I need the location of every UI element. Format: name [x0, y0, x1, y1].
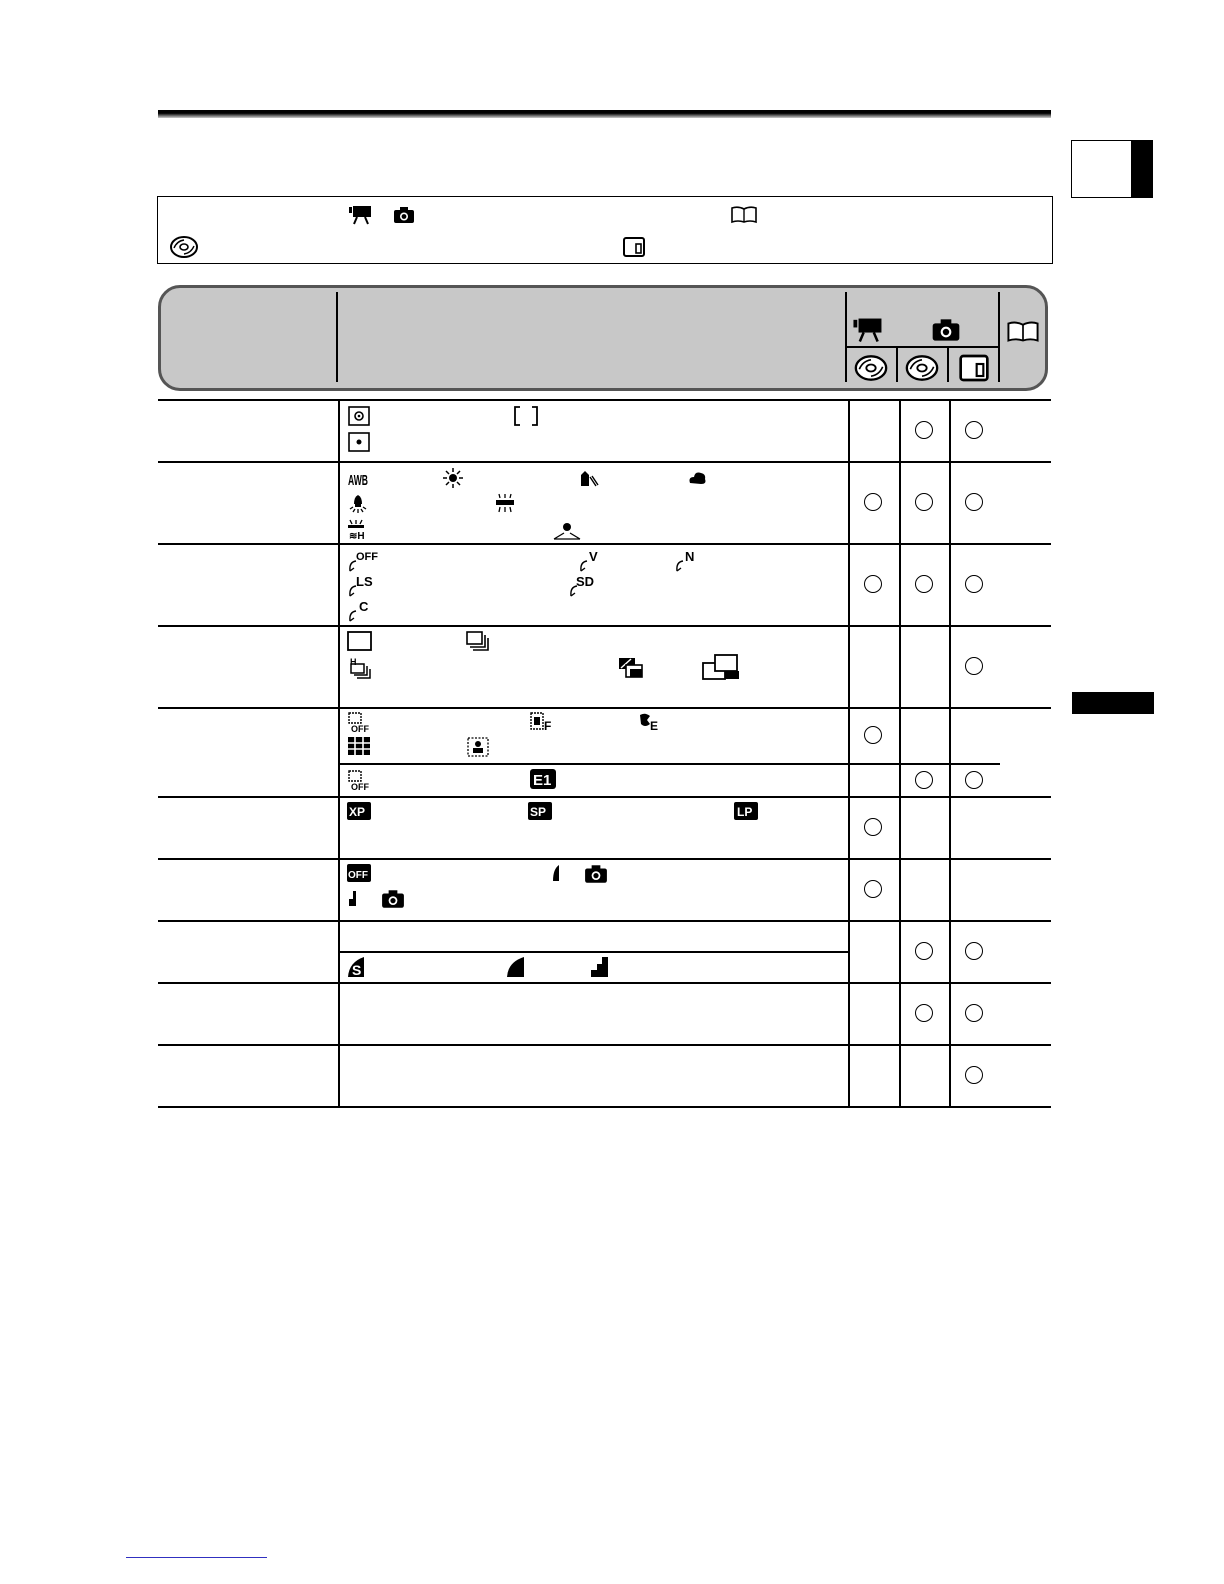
normal-quality-icon	[590, 956, 610, 978]
still-camera-icon	[393, 206, 415, 224]
column-divider	[949, 399, 951, 1108]
availability-mark	[915, 1004, 933, 1022]
spot-metering-icon	[347, 431, 371, 453]
availability-mark	[915, 493, 933, 511]
low-sharpening-icon	[347, 574, 373, 598]
svg-text:≋H: ≋H	[349, 531, 365, 542]
daylight-icon	[442, 467, 464, 489]
book-icon	[730, 206, 758, 224]
fine-icon	[550, 864, 562, 882]
image-stabilizer-off-icon	[347, 711, 373, 733]
column-divider	[899, 399, 901, 1108]
row-divider	[158, 920, 1051, 922]
image-stabilizer-off-icon	[347, 769, 373, 791]
row-divider	[158, 982, 1051, 984]
movie-camera-icon	[852, 316, 888, 344]
center-weighted-bracket-icon	[513, 405, 539, 427]
lp-icon	[734, 802, 758, 820]
availability-mark	[864, 818, 882, 836]
availability-mark	[915, 942, 933, 960]
sp-icon	[528, 802, 552, 820]
disc-icon	[851, 354, 891, 382]
tungsten-icon	[347, 492, 369, 514]
row-divider	[158, 461, 1051, 463]
superfine-icon	[347, 956, 367, 978]
exposure-bracketing-icon	[617, 656, 645, 680]
vivid-icon	[578, 549, 604, 573]
availability-mark	[864, 575, 882, 593]
card-icon	[622, 236, 646, 258]
movie-camera-icon	[348, 204, 376, 226]
stabilizer-e-icon	[637, 711, 663, 733]
top-rule	[158, 110, 1051, 118]
my-colors-off-icon	[347, 549, 378, 573]
frame-icon	[466, 736, 490, 758]
row-divider	[158, 858, 1051, 860]
header-divider	[896, 346, 898, 382]
row-divider	[158, 796, 1051, 798]
header-divider	[845, 292, 847, 382]
fluorescent-icon	[494, 492, 516, 514]
availability-mark	[965, 493, 983, 511]
availability-mark	[915, 771, 933, 789]
custom-wb-icon	[552, 521, 582, 541]
svg-text:V: V	[589, 549, 598, 564]
svg-text:N: N	[685, 549, 695, 564]
still-camera-icon	[931, 318, 961, 342]
availability-mark	[864, 493, 882, 511]
legend-box	[157, 196, 1053, 264]
availability-mark	[965, 1004, 983, 1022]
svg-text:H: H	[350, 657, 357, 667]
grid-icon	[347, 736, 371, 756]
availability-mark	[915, 575, 933, 593]
fine-quality-icon	[506, 956, 526, 978]
shade-icon	[577, 467, 599, 489]
sub-row-divider	[338, 763, 1000, 765]
svg-text:S: S	[352, 962, 362, 978]
card-icon	[958, 353, 990, 383]
header-divider	[947, 346, 949, 382]
header-divider	[845, 346, 998, 348]
availability-mark	[915, 421, 933, 439]
still-camera-icon	[584, 864, 608, 884]
column-divider	[338, 399, 340, 1108]
svg-text:SD: SD	[576, 574, 595, 589]
availability-mark	[965, 575, 983, 593]
svg-text:C: C	[359, 599, 369, 614]
availability-mark	[965, 771, 983, 789]
fluorescent-h-icon	[347, 518, 369, 540]
svg-text:OFF: OFF	[348, 870, 368, 881]
row-divider	[158, 707, 1051, 709]
book-icon	[1006, 320, 1040, 344]
photo-off-icon	[347, 864, 371, 882]
svg-text:E1: E1	[533, 772, 552, 789]
svg-text:XP: XP	[349, 805, 366, 819]
availability-mark	[965, 1066, 983, 1084]
footer-link-line	[126, 1557, 267, 1558]
still-camera-icon	[381, 889, 405, 909]
svg-text:OFF: OFF	[356, 551, 378, 563]
evaluative-metering-icon	[347, 405, 371, 427]
custom-color-icon	[347, 599, 373, 623]
focus-bracketing-icon	[701, 653, 741, 681]
disc-icon	[169, 235, 199, 259]
column-divider	[848, 399, 850, 1108]
xp-icon	[347, 802, 371, 820]
e1-icon	[529, 768, 557, 790]
svg-text:F: F	[544, 719, 552, 733]
header-divider	[998, 292, 1000, 382]
chapter-tab	[1071, 140, 1153, 198]
stabilizer-frame-icon	[529, 711, 555, 733]
section-tab	[1072, 692, 1154, 714]
neutral-icon	[674, 549, 700, 573]
hi-speed-continuous-icon	[347, 656, 373, 680]
availability-mark	[965, 942, 983, 960]
availability-mark	[965, 421, 983, 439]
svg-text:OFF: OFF	[351, 724, 369, 734]
row-divider	[158, 543, 1051, 545]
normal-icon	[347, 889, 359, 907]
cloudy-icon	[686, 467, 708, 489]
availability-mark	[965, 657, 983, 675]
availability-mark	[864, 880, 882, 898]
row-divider	[158, 1044, 1051, 1046]
continuous-icon	[465, 630, 491, 652]
header-divider	[336, 292, 338, 382]
svg-text:E: E	[650, 719, 659, 733]
svg-text:LS: LS	[356, 574, 373, 589]
single-drive-icon	[347, 630, 373, 652]
row-divider	[158, 1106, 1051, 1108]
svg-text:AWB: AWB	[348, 472, 369, 489]
row-divider	[158, 625, 1051, 627]
svg-text:LP: LP	[737, 805, 753, 819]
availability-mark	[864, 726, 882, 744]
svg-text:OFF: OFF	[351, 782, 369, 792]
row-divider	[158, 399, 1051, 401]
disc-icon	[902, 354, 942, 382]
sub-row-divider	[338, 951, 848, 953]
svg-text:SP: SP	[530, 805, 547, 819]
awb-icon	[347, 467, 369, 489]
soft-skin-icon	[568, 574, 594, 598]
